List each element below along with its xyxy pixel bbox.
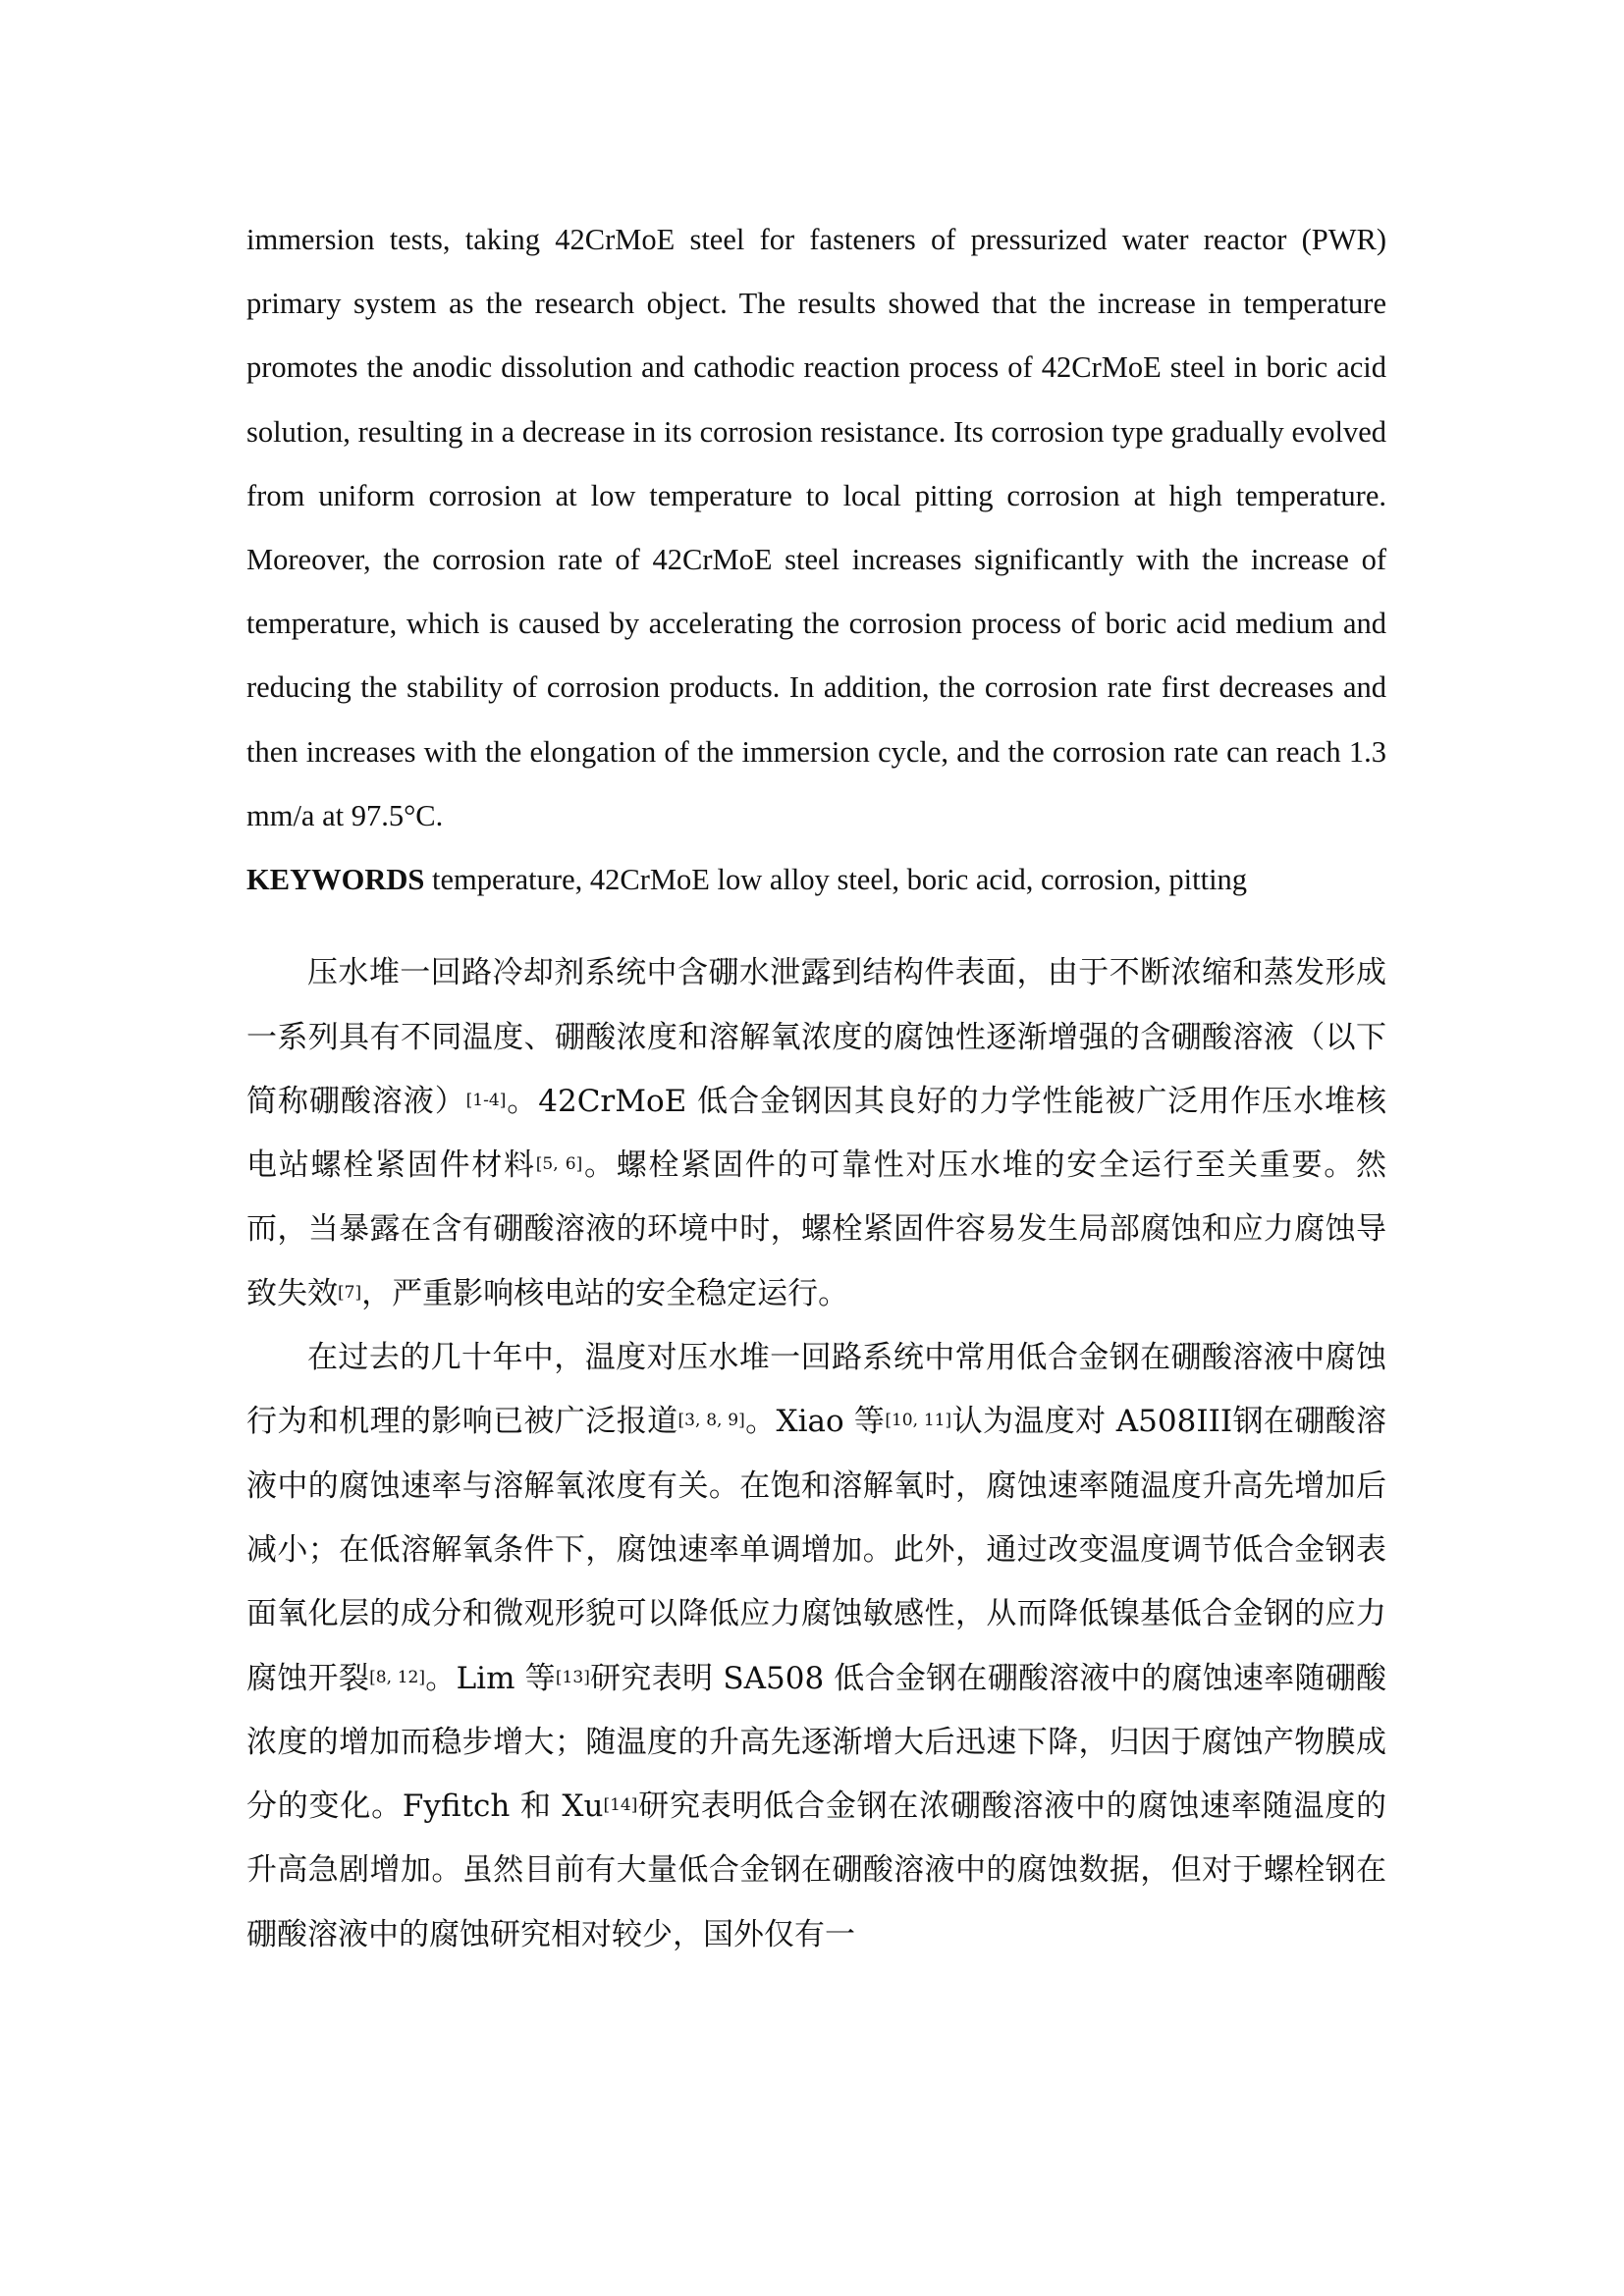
text-run: 认为温度对 A508III钢在硼酸溶液中的腐蚀速率与溶解氧浓度有关。在饱和溶解氧时，腐蚀速率随温度升高先增加后减小；在低溶解氧条件下，腐蚀速率单调增加。此外，通过改变温度调节低合金钢表面氧化层的成分和微观形貌可以降低应力腐蚀敏感性，从而降低镍基低合金钢的应力腐蚀开裂 bbox=[246, 1404, 1387, 1696]
intro-paragraph-2 bbox=[246, 1326, 1386, 1967]
abstract-text: immersion tests, taking 42CrMoE steel for fasteners of pressurized water reactor (PWR) primary system as the research object. The results showed that the increase in temperature promotes the anodic dissolution and cathodic reaction process of 42CrMoE steel in boric acid solution, resulting in a decrease in its corrosion resistance. Its corrosion type gradually evolved from uniform corrosion at low temperature to local pitting corrosion at high temperature. Moreover, the corrosion rate of 42CrMoE steel increases significantly with the increase of temperature, which is caused by accelerating the corrosion process of boric acid medium and reducing the stability of corrosion products. In addition, the corrosion rate first decreases and then increases with the elongation of the immersion cycle, and the corrosion rate can reach 1.3 mm/a at 97.5°C. bbox=[246, 223, 1386, 832]
text-run: 研究表明 SA508 低合金钢在硼酸溶液中的腐蚀速率随硼酸浓度的增加而稳步增大；随温度的升高先逐渐增大后迅速下降，归因于腐蚀产物膜成分的变化。Fyfitch 和 Xu bbox=[246, 1660, 1387, 1825]
text-run: ，严重影响核电站的安全稳定运行。 bbox=[361, 1275, 849, 1311]
citation: [10, 11] bbox=[885, 1411, 952, 1431]
intro-paragraph-1 bbox=[246, 941, 1386, 1326]
citation: [5, 6] bbox=[535, 1154, 583, 1175]
citation: [3, 8, 9] bbox=[677, 1411, 745, 1431]
citation: [14] bbox=[603, 1795, 638, 1816]
page-body bbox=[246, 208, 1386, 1967]
text-run: 。Lim 等 bbox=[425, 1660, 556, 1696]
citation: [13] bbox=[555, 1667, 590, 1687]
keywords-text: temperature, 42CrMoE low alloy steel, boric acid, corrosion, pitting bbox=[424, 863, 1248, 897]
citation: [8, 12] bbox=[369, 1667, 426, 1687]
text-run: 研究表明低合金钢在浓硼酸溶液中的腐蚀速率随温度的升高急剧增加。虽然目前有大量低合金钢在硼酸溶液中的腐蚀数据，但对于螺栓钢在硼酸溶液中的腐蚀研究相对较少，国外仅有一 bbox=[246, 1789, 1387, 1952]
keywords-label: KEYWORDS bbox=[246, 863, 425, 897]
text-run: 压水堆一回路冷却剂系统中含硼水泄露到结构件表面，由于不断浓缩和蒸发形成一系列具有不同温度、硼酸浓度和溶解氧浓度的腐蚀性逐渐增强的含硼酸溶液（以下简称硼酸溶液） bbox=[246, 955, 1386, 1119]
citation: [7] bbox=[338, 1282, 362, 1303]
citation: [1-4] bbox=[465, 1090, 507, 1110]
text-run: 。42CrMoE 低合金钢因其良好的力学性能被广泛用作压水堆核电站螺栓紧固件材料 bbox=[246, 1083, 1386, 1184]
text-run: 。螺栓紧固件的可靠性对压水堆的安全运行至关重要。然而，当暴露在含有硼酸溶液的环境中时，螺栓紧固件容易发生局部腐蚀和应力腐蚀导致失效 bbox=[246, 1148, 1387, 1311]
text-run: 在过去的几十年中，温度对压水堆一回路系统中常用低合金钢在硼酸溶液中腐蚀行为和机理的影响已被广泛报道 bbox=[246, 1340, 1386, 1440]
text-run: 。Xiao 等 bbox=[744, 1404, 886, 1440]
keywords-line bbox=[246, 848, 1386, 912]
